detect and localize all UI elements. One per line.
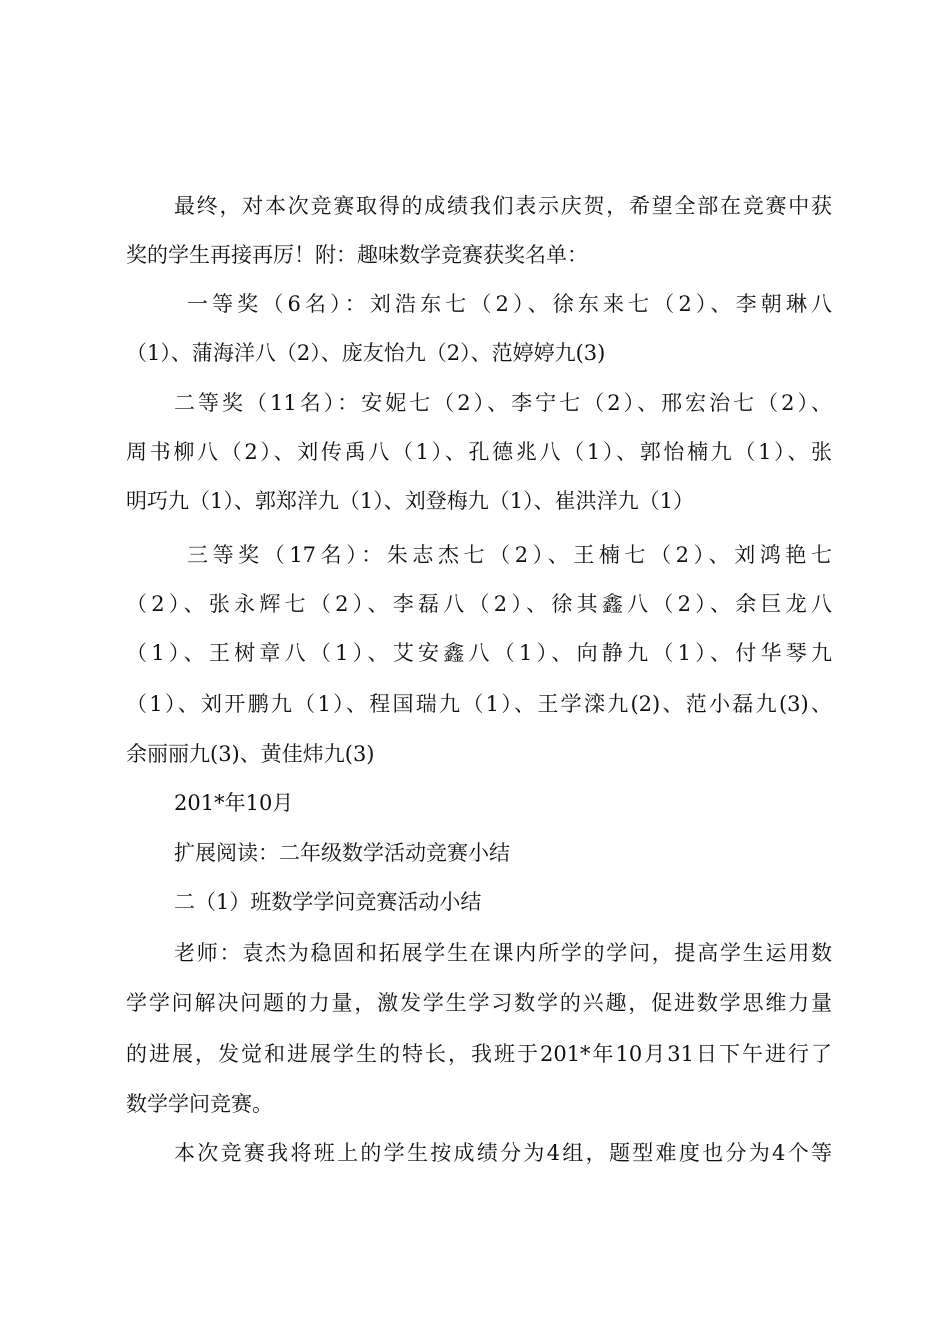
- second-prize-line-3: 明巧九（1）、郭郑洋九（1）、刘登梅九（1）、崔洪洋九（1）: [126, 489, 694, 513]
- third-prize-line-4: （1）、刘开鹏九（1）、程国瑞九（1）、王学滦九(2)、范小磊九(3)、: [126, 692, 832, 716]
- paragraph-1-line-1: 最终，对本次竞赛取得的成绩我们表示庆贺，希望全部在竞赛中获: [174, 194, 832, 218]
- extended-reading-title: 扩展阅读：二年级数学活动竞赛小结: [174, 841, 510, 865]
- third-prize-line-5: 余丽丽九(3)、黄佳炜九(3): [126, 742, 375, 766]
- class-summary-title: 二（1）班数学学问竞赛活动小结: [174, 890, 482, 914]
- first-prize-line-2: （1）、蒲海洋八（2）、庞友怡九（2）、范婷婷九(3): [126, 341, 606, 365]
- summary-paragraph-line-3: 的进展，发觉和进展学生的特长，我班于201*年10月31日下午进行了: [126, 1042, 832, 1066]
- third-prize-line-3: （1）、王树章八（1）、艾安鑫八（1）、向静九（1）、付华琴九: [126, 641, 832, 665]
- grouping-paragraph-line-1: 本次竞赛我将班上的学生按成绩分为4组，题型难度也分为4个等: [174, 1141, 832, 1165]
- third-prize-line-2: （2）、张永辉七（2）、李磊八（2）、徐其鑫八（2）、余巨龙八: [126, 592, 832, 616]
- summary-paragraph-line-1: 老师：袁杰为稳固和拓展学生在课内所学的学问，提高学生运用数: [174, 941, 832, 965]
- third-prize-line-1: 三等奖（17名）：朱志杰七（2）、王楠七（2）、刘鸿艳七: [187, 543, 832, 567]
- summary-paragraph-line-2: 学学问解决问题的力量，激发学生学习数学的兴趣，促进数学思维力量: [126, 991, 832, 1015]
- date-line: 201*年10月: [174, 791, 294, 815]
- first-prize-line-1: 一等奖（6名）：刘浩东七（2）、徐东来七（2）、李朝琳八: [187, 292, 832, 316]
- paragraph-1-line-2: 奖的学生再接再厉！附：趣味数学竞赛获奖名单：: [126, 243, 588, 267]
- summary-paragraph-line-4: 数学学问竞赛。: [126, 1092, 273, 1116]
- second-prize-line-1: 二等奖（11名）：安妮七（2）、李宁七（2）、邢宏治七（2）、: [174, 391, 832, 415]
- second-prize-line-2: 周书柳八（2）、刘传禹八（1）、孔德兆八（1）、郭怡楠九（1）、张: [126, 440, 832, 464]
